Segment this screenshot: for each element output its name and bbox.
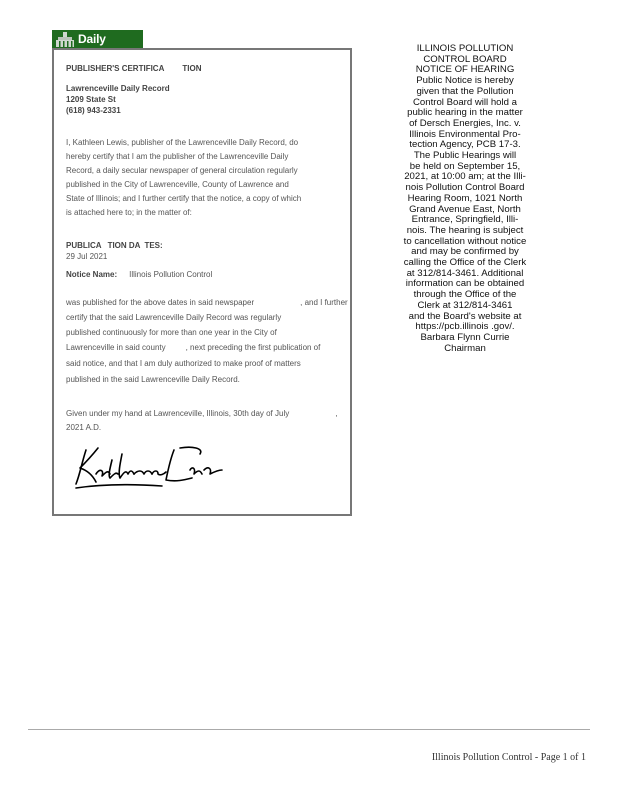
- notice-line: Grand Avenue East, North: [409, 203, 521, 215]
- publication-dates-heading: [66, 241, 163, 250]
- publisher-phone: (618) 943-2331: [66, 106, 121, 115]
- notice-line: https://pcb.illinois .gov/.: [415, 321, 515, 333]
- notice-line: Chairman: [444, 342, 486, 354]
- notice-line: nois Pollution Control Board: [405, 182, 525, 194]
- notice-line: CONTROL BOARD: [423, 53, 507, 65]
- notice-line: be held on September 15,: [409, 160, 521, 172]
- notice-line: tection Agency, PCB 17-3.: [409, 139, 521, 151]
- body-line: published in the City of Lawrenceville, County of Lawrence and: [66, 180, 289, 189]
- notice-line: information can be obtained: [405, 278, 525, 290]
- pub-dates-left: PUBLICA: [66, 241, 102, 250]
- notice-line: NOTICE OF HEARING: [415, 64, 515, 76]
- certificate-title-right: TION: [182, 64, 202, 73]
- closing-line: said notice, and that I am duly authorized to make proof of matters: [66, 359, 301, 368]
- notice-line: calling the Office of the Clerk: [403, 257, 527, 269]
- given-year: 2021 A.D.: [66, 423, 102, 432]
- notice-name-label: Notice Name:: [66, 270, 118, 279]
- county-line-left: Lawrenceville in said county: [66, 343, 166, 352]
- notice-line: Control Board will hold a: [413, 96, 517, 108]
- notice-line: Clerk at 312/814-3461: [417, 299, 513, 311]
- footer-divider: [28, 729, 590, 730]
- notice-line: and the Board's website at: [408, 310, 522, 322]
- published-line: certify that the said Lawrenceville Daily Record was regularly: [66, 313, 282, 322]
- published-line: [66, 298, 348, 307]
- published-line-left: was published for the above dates in said newspaper: [66, 298, 255, 307]
- body-line: Record, a daily secular newspaper of general circulation regularly: [66, 166, 298, 175]
- certificate-title: [66, 64, 201, 73]
- notice-line: through the Office of the: [413, 289, 517, 301]
- notice-line: The Public Hearings will: [413, 150, 517, 162]
- county-line-right: , next preceding the first publication of: [185, 343, 321, 352]
- published-line: published continuously for more than one year in the City of: [66, 328, 277, 337]
- pub-dates-right: TES:: [144, 241, 163, 250]
- notice-line: Public Notice is hereby: [416, 75, 514, 87]
- handwritten-signature: [72, 440, 232, 492]
- notice-line: Hearing Room, 1021 North: [407, 192, 523, 204]
- notice-line: ILLINOIS POLLUTION: [416, 43, 514, 54]
- body-line: State of Illinois; and I further certify that the notice, a copy of which: [66, 194, 302, 203]
- given-line-left: Given under my hand at Lawrenceville, Illinois, 30th day of July: [66, 409, 290, 418]
- notice-name-row: [66, 270, 212, 279]
- pub-dates-mid: TION DA: [107, 241, 141, 250]
- notice-line: nois. The hearing is subject: [406, 224, 524, 236]
- notice-line: Entrance, Springfield, Illi-: [411, 214, 519, 226]
- certificate-title-left: PUBLISHER'S CERTIFICA: [66, 64, 165, 73]
- notice-line: Barbara Flynn Currie: [420, 331, 510, 343]
- notice-line: public hearing in the matter: [407, 107, 523, 119]
- notice-line: given that the Pollution: [416, 85, 514, 97]
- published-line-right: , and I further: [300, 298, 348, 307]
- hearing-notice: [388, 44, 542, 354]
- notice-line: of Dersch Energies, Inc. v.: [409, 117, 521, 129]
- courthouse-icon: [54, 31, 76, 47]
- notice-line: Illinois Environmental Pro-: [409, 128, 521, 140]
- given-line: [66, 409, 337, 418]
- daily-record-logo: [52, 30, 143, 48]
- notice-line: to cancellation without notice: [403, 235, 527, 247]
- county-line: [66, 343, 320, 352]
- notice-line: at 312/814-3461. Additional: [406, 267, 524, 279]
- notice-line: 2021, at 10:00 am; at the Illi-: [404, 171, 526, 183]
- notice-line: and may be confirmed by: [411, 246, 519, 258]
- publisher-name: Lawrenceville Daily Record: [66, 84, 170, 93]
- body-line: hereby certify that I am the publisher of the Lawrenceville Daily: [66, 152, 289, 161]
- body-line: is attached here to; in the matter of:: [66, 208, 192, 217]
- publication-date: 29 Jul 2021: [66, 252, 108, 261]
- body-line: I, Kathleen Lewis, publisher of the Lawrenceville Daily Record, do: [66, 138, 299, 147]
- given-line-right: ,: [335, 409, 338, 418]
- footer-page-label: Illinois Pollution Control - Page 1 of 1: [431, 752, 586, 763]
- notice-name-value: Illinois Pollution Control: [129, 270, 213, 279]
- closing-line: published in the said Lawrenceville Daily Record.: [66, 375, 240, 384]
- logo-text: Daily: [78, 32, 106, 46]
- publisher-address: 1209 State St: [66, 95, 116, 104]
